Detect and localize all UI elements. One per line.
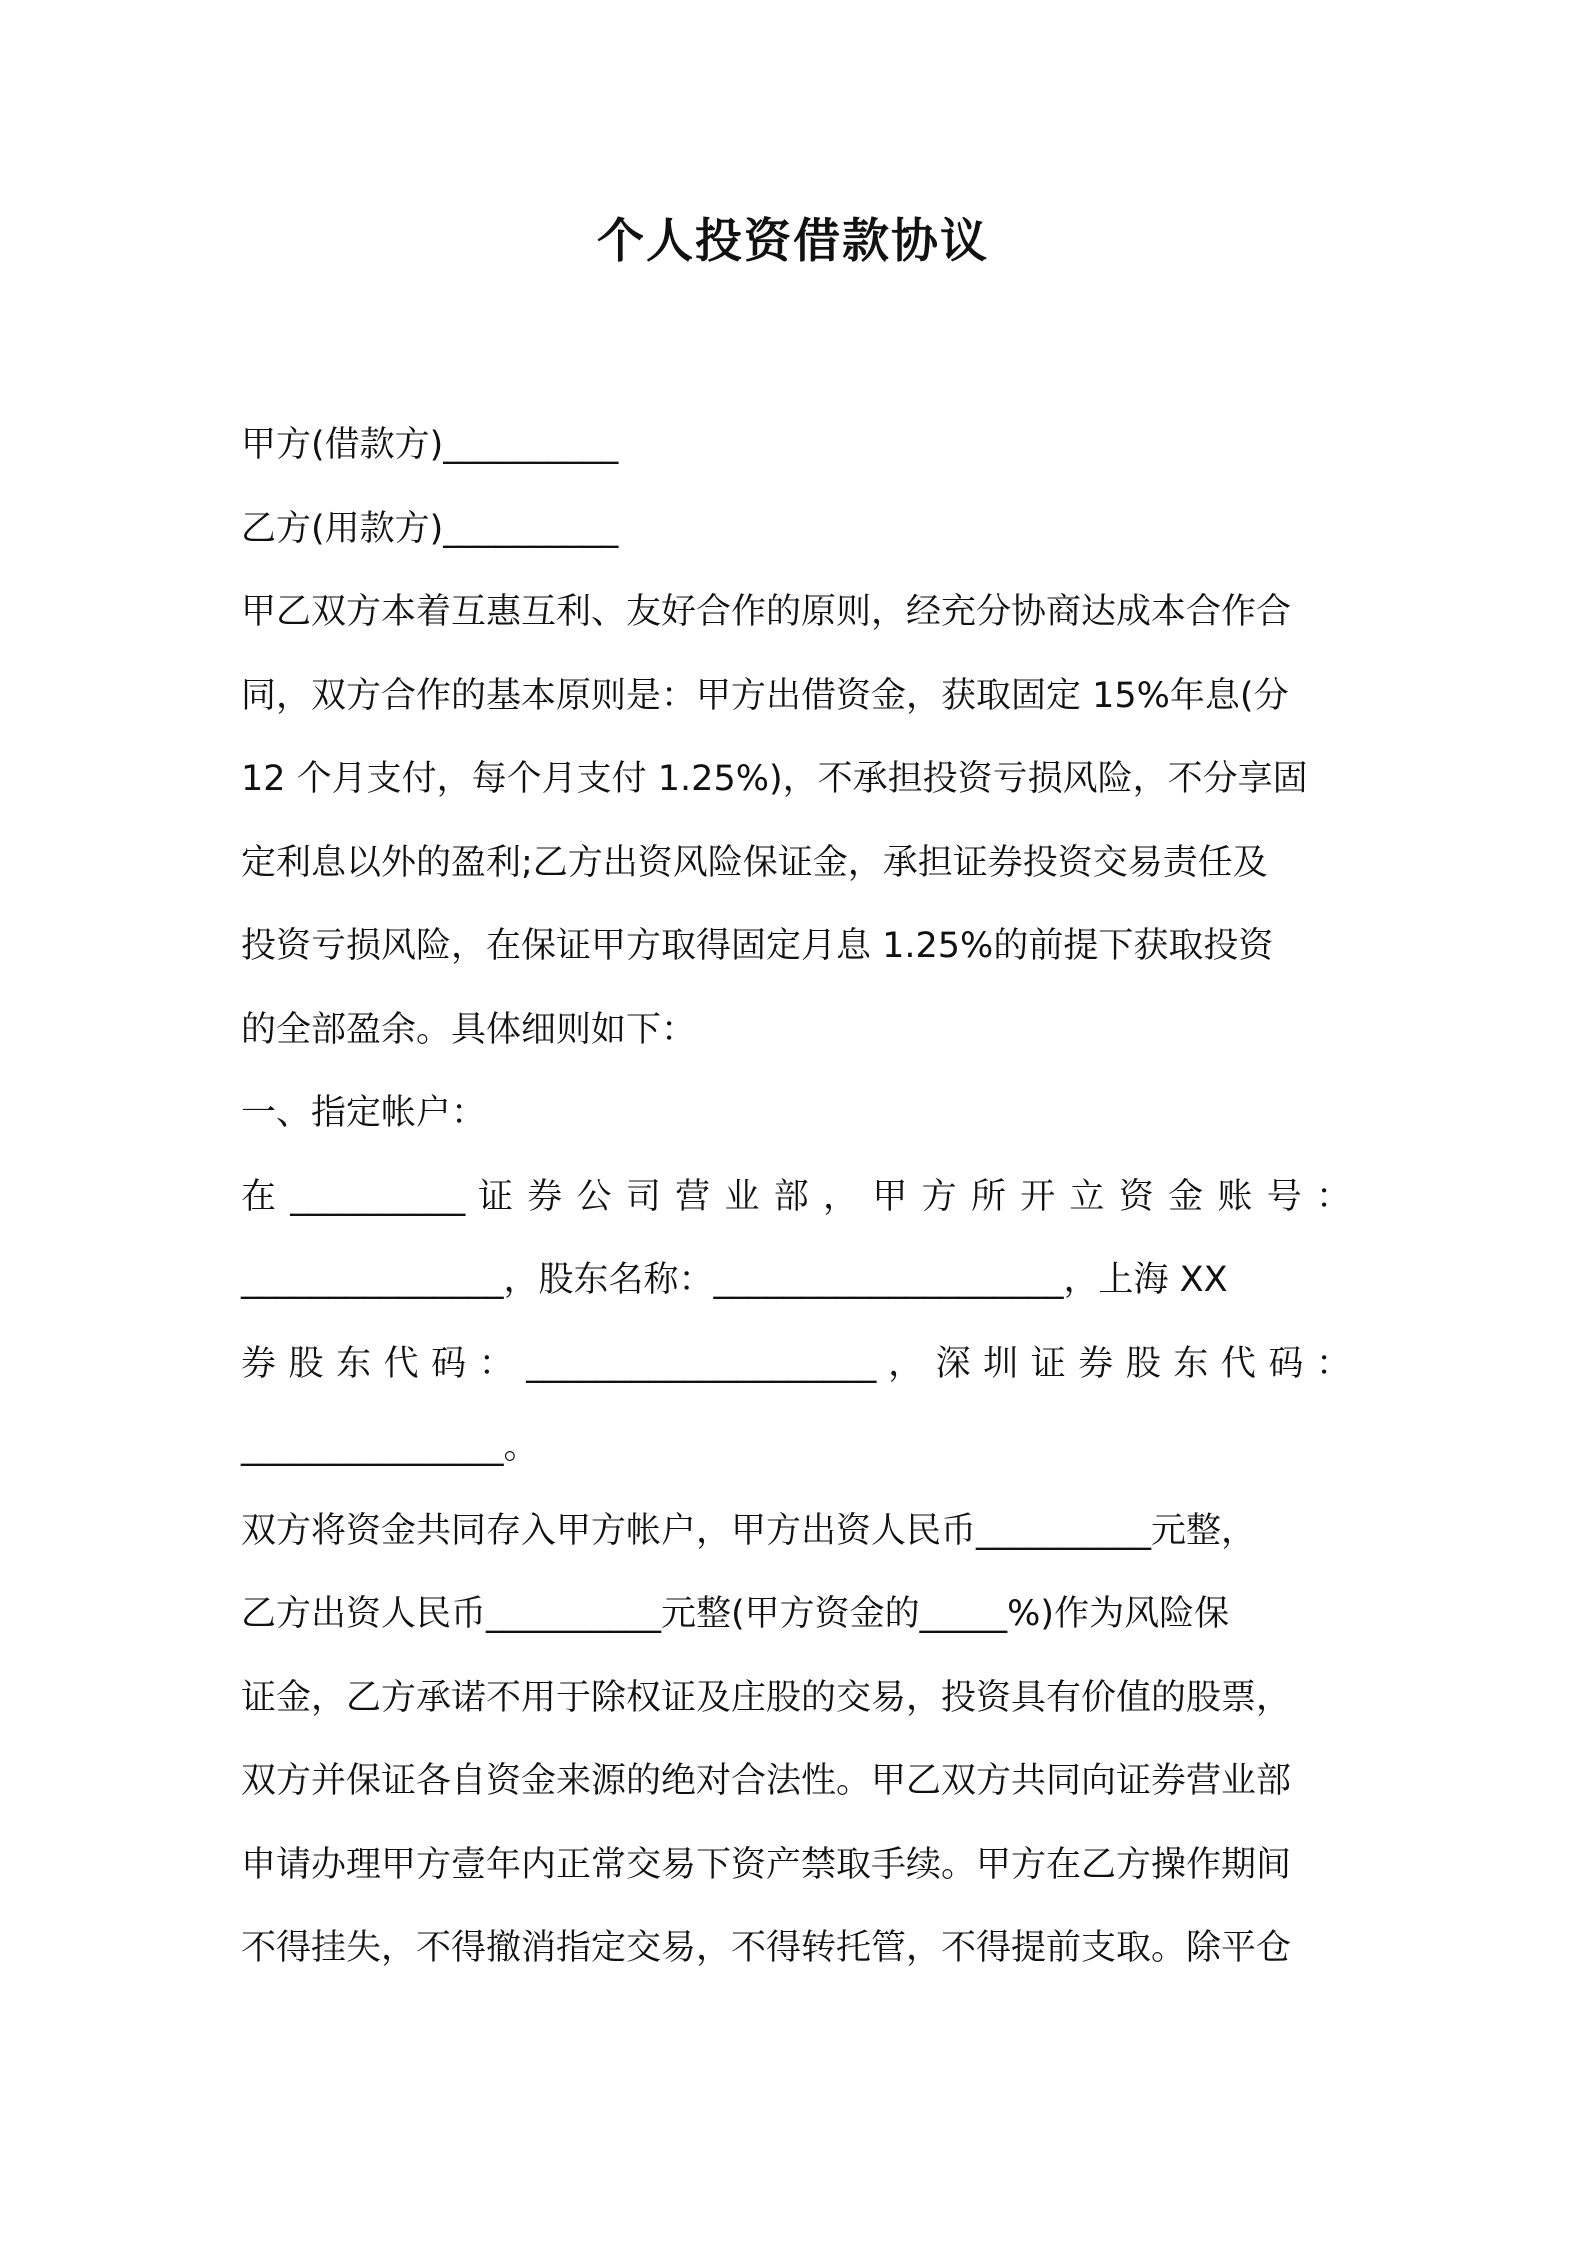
section-heading: 一、指定帐户：: [241, 1093, 487, 1133]
paragraph-line: 证金，乙方承诺不用于除权证及庄股的交易，投资具有价值的股票，: [241, 1677, 1292, 1718]
account-line: 券 股 东 代 码 ： ____________________ ， 深 圳 证 券 股 东 代 码 ：: [241, 1343, 1351, 1384]
document-title: 个人投资借款协议: [597, 214, 989, 269]
account-line: _______________，股东名称：____________________，上海 XX: [241, 1260, 1228, 1300]
paragraph-line: 甲乙双方本着互惠互利、友好合作的原则，经充分协商达成本合作合: [241, 592, 1292, 632]
paragraph-line: 双方将资金共同存入甲方帐户，甲方出资人民币__________元整，: [241, 1510, 1257, 1551]
document-body: [241, 404, 1351, 1991]
paragraph-line: 定利息以外的盈利;乙方出资风险保证金，承担证券投资交易责任及: [241, 842, 1268, 883]
paragraph-line: 12 个月支付，每个月支付 1.25%)，不承担投资亏损风险，不分享固: [241, 759, 1308, 799]
party-b-line: 乙方(用款方)__________: [241, 508, 619, 549]
paragraph-line: 不得挂失，不得撤消指定交易，不得转托管，不得提前支取。除平仓: [241, 1928, 1292, 1968]
paragraph-line: 双方并保证各自资金来源的绝对合法性。甲乙双方共同向证券营业部: [241, 1761, 1292, 1801]
party-a-line: 甲方(借款方)__________: [241, 425, 619, 465]
paragraph-line: 同，双方合作的基本原则是：甲方出借资金，获取固定 15%年息(分: [241, 675, 1289, 716]
paragraph-line: 的全部盈余。具体细则如下：: [241, 1009, 697, 1050]
paragraph-line: 乙方出资人民币__________元整(甲方资金的_____%)作为风险保: [241, 1594, 1230, 1634]
paragraph-line: 投资亏损风险，在保证甲方取得固定月息 1.25%的前提下获取投资: [241, 926, 1274, 966]
paragraph-line: 申请办理甲方壹年内正常交易下资产禁取手续。甲方在乙方操作期间: [241, 1844, 1292, 1885]
account-line: 在 __________ 证 券 公 司 营 业 部 ， 甲 方 所 开 立 资 金 账 号 ：: [241, 1176, 1351, 1217]
account-line: _______________。: [241, 1427, 539, 1467]
